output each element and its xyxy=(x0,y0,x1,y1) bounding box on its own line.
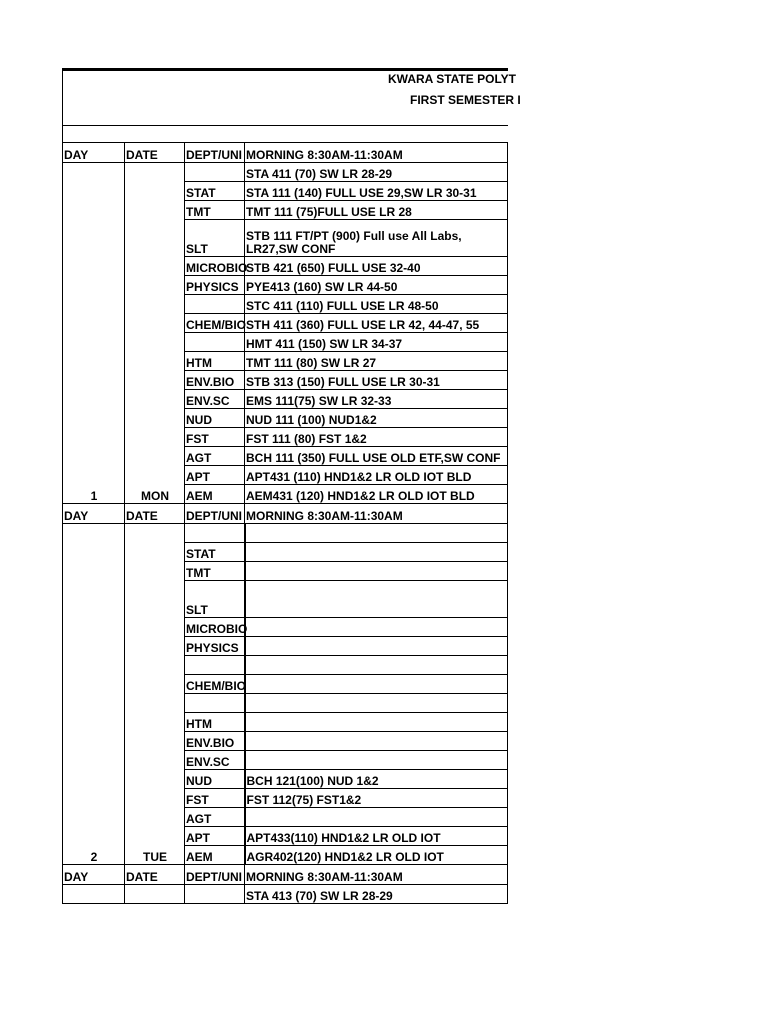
morning-cell xyxy=(245,524,508,543)
day-name: TUE xyxy=(125,524,185,865)
header-morning: MORNING 8:30AM-11:30AM xyxy=(245,865,508,885)
dept-cell: MICROBIO xyxy=(185,618,245,637)
spacer-row xyxy=(63,126,508,143)
header-row xyxy=(63,865,508,885)
header-date: DATE xyxy=(125,504,185,524)
morning-cell: PYE413 (160) SW LR 44-50 xyxy=(245,276,508,295)
dept-cell xyxy=(185,295,245,314)
dept-cell xyxy=(185,524,245,543)
morning-cell xyxy=(245,694,508,713)
day-name xyxy=(125,885,185,904)
morning-cell: STB 313 (150) FULL USE LR 30-31 xyxy=(245,371,508,390)
dept-cell: SLT xyxy=(185,220,245,257)
dept-cell: AGT xyxy=(185,447,245,466)
morning-cell: FST 111 (80) FST 1&2 xyxy=(245,428,508,447)
dept-cell: AEM xyxy=(185,485,245,504)
header-row xyxy=(63,504,508,524)
morning-cell: AEM431 (120) HND1&2 LR OLD IOT BLD xyxy=(245,485,508,504)
dept-cell: TMT xyxy=(185,201,245,220)
dept-cell: ENV.SC xyxy=(185,390,245,409)
morning-cell: STC 411 (110) FULL USE LR 48-50 xyxy=(245,295,508,314)
dept-cell: SLT xyxy=(185,581,245,618)
header-dept: DEPT/UNI xyxy=(185,143,245,163)
morning-cell: TMT 111 (80) SW LR 27 xyxy=(245,352,508,371)
dept-cell xyxy=(185,885,245,904)
header-day: DAY xyxy=(63,143,125,163)
morning-cell: EMS 111(75) SW LR 32-33 xyxy=(245,390,508,409)
morning-cell xyxy=(245,618,508,637)
morning-cell xyxy=(245,562,508,581)
morning-cell: FST 112(75) FST1&2 xyxy=(245,789,508,808)
morning-cell: BCH 121(100) NUD 1&2 xyxy=(245,770,508,789)
header-day: DAY xyxy=(63,865,125,885)
title-block xyxy=(63,70,521,126)
header-dept: DEPT/UNI xyxy=(185,504,245,524)
dept-cell: AGT xyxy=(185,808,245,827)
dept-cell: NUD xyxy=(185,770,245,789)
morning-cell: STA 111 (140) FULL USE 29,SW LR 30-31 xyxy=(245,182,508,201)
dept-cell: CHEM/BIO xyxy=(185,675,245,694)
header-morning: MORNING 8:30AM-11:30AM xyxy=(245,143,508,163)
dept-cell xyxy=(185,333,245,352)
dept-cell: ENV.BIO xyxy=(185,371,245,390)
dept-cell: STAT xyxy=(185,543,245,562)
morning-cell: BCH 111 (350) FULL USE OLD ETF,SW CONF xyxy=(245,447,508,466)
semester-title: FIRST SEMESTER I xyxy=(410,93,521,107)
morning-cell: STH 411 (360) FULL USE LR 42, 44-47, 55 xyxy=(245,314,508,333)
dept-cell: PHYSICS xyxy=(185,276,245,295)
dept-cell: TMT xyxy=(185,562,245,581)
dept-cell: HTM xyxy=(185,713,245,732)
dept-cell: CHEM/BIO xyxy=(185,314,245,333)
header-dept: DEPT/UNI xyxy=(185,865,245,885)
day-number: 2 xyxy=(63,524,125,865)
dept-cell: PHYSICS xyxy=(185,637,245,656)
dept-cell: FST xyxy=(185,789,245,808)
dept-cell: STAT xyxy=(185,182,245,201)
morning-cell: STB 421 (650) FULL USE 32-40 xyxy=(245,257,508,276)
table-row xyxy=(63,524,508,543)
morning-cell: TMT 111 (75)FULL USE LR 28 xyxy=(245,201,508,220)
dept-cell: HTM xyxy=(185,352,245,371)
morning-cell: STB 111 FT/PT (900) Full use All Labs, LR27,SW CONF xyxy=(245,220,508,257)
morning-cell: APT433(110) HND1&2 LR OLD IOT xyxy=(245,827,508,846)
dept-cell xyxy=(185,694,245,713)
day-number xyxy=(63,885,125,904)
header-date: DATE xyxy=(125,143,185,163)
morning-cell: APT431 (110) HND1&2 LR OLD IOT BLD xyxy=(245,466,508,485)
morning-cell: HMT 411 (150) SW LR 34-37 xyxy=(245,333,508,352)
dept-cell: NUD xyxy=(185,409,245,428)
morning-cell: AGR402(120) HND1&2 LR OLD IOT xyxy=(245,846,508,865)
dept-cell: FST xyxy=(185,428,245,447)
institution-title: KWARA STATE POLYT xyxy=(388,72,517,86)
morning-cell xyxy=(245,637,508,656)
dept-cell: ENV.SC xyxy=(185,751,245,770)
header-day: DAY xyxy=(63,504,125,524)
morning-cell xyxy=(245,543,508,562)
morning-cell: STA 411 (70) SW LR 28-29 xyxy=(245,163,508,182)
header-morning: MORNING 8:30AM-11:30AM xyxy=(245,504,508,524)
header-date: DATE xyxy=(125,865,185,885)
dept-cell: APT xyxy=(185,827,245,846)
morning-cell xyxy=(245,751,508,770)
table-row xyxy=(63,885,508,904)
dept-cell: AEM xyxy=(185,846,245,865)
dept-cell xyxy=(185,656,245,675)
dept-cell xyxy=(185,163,245,182)
morning-cell: NUD 111 (100) NUD1&2 xyxy=(245,409,508,428)
dept-cell: MICROBIO xyxy=(185,257,245,276)
day-name: MON xyxy=(125,163,185,504)
morning-cell xyxy=(245,713,508,732)
dept-cell: APT xyxy=(185,466,245,485)
table-row xyxy=(63,163,508,182)
exam-timetable xyxy=(62,68,521,904)
morning-cell xyxy=(245,732,508,751)
morning-cell xyxy=(245,808,508,827)
morning-cell: STA 413 (70) SW LR 28-29 xyxy=(245,885,508,904)
morning-cell xyxy=(245,675,508,694)
dept-cell: ENV.BIO xyxy=(185,732,245,751)
header-row xyxy=(63,143,508,163)
morning-cell xyxy=(245,581,508,618)
day-number: 1 xyxy=(63,163,125,504)
morning-cell xyxy=(245,656,508,675)
